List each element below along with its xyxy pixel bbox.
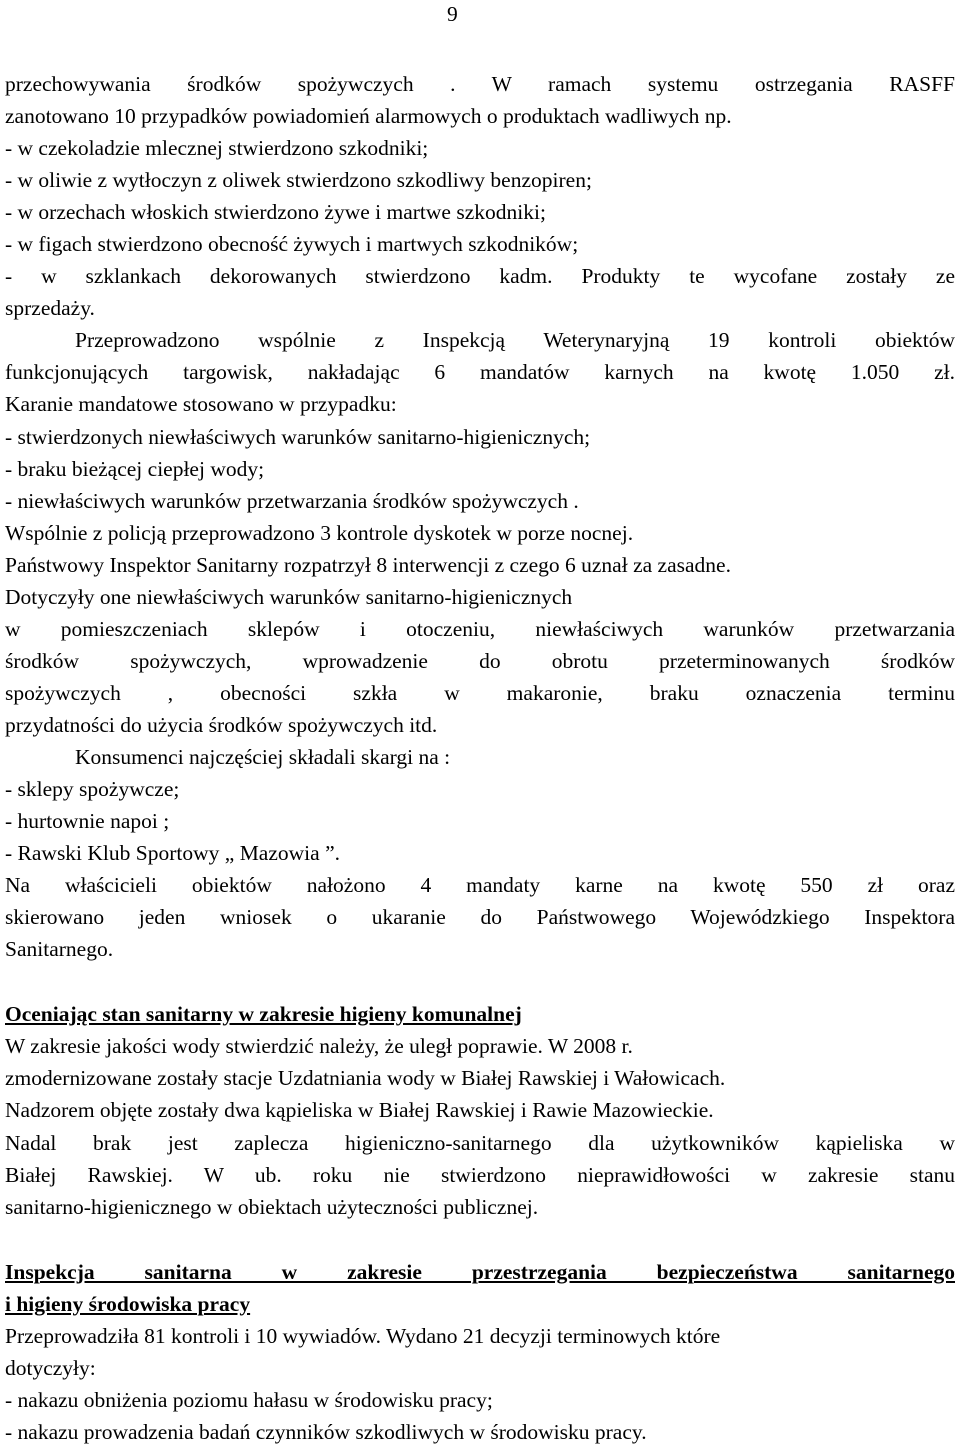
text-line: Karanie mandatowe stosowano w przypadku: <box>5 392 397 417</box>
text-line: W zakresie jakości wody stwierdzić należy, że uległ poprawie. W 2008 r. <box>5 1034 633 1059</box>
text-line: przydatności do użycia środków spożywczych itd. <box>5 712 438 737</box>
section-heading-line: Inspekcja sanitarna w zakresie przestrzegania bezpieczeństwa sanitarnego <box>5 1259 955 1284</box>
section-heading-line: Oceniając stan sanitarny w zakresie higieny komunalnej <box>5 1002 522 1027</box>
text-line: dotyczyły: <box>5 1355 96 1380</box>
text-line: sanitarno-higienicznego w obiektach użyteczności publicznej. <box>5 1194 539 1219</box>
text-line: skierowano jeden wniosek o ukaranie do Państwowego Wojewódzkiego Inspektora <box>5 905 955 930</box>
text-line: - w czekoladzie mlecznej stwierdzono szkodniki; <box>5 136 429 161</box>
page-number: 9 <box>447 2 458 26</box>
text-line: funkcjonujących targowisk, nakładając 6 mandatów karnych na kwotę 1.050 zł. <box>5 360 955 385</box>
text-line: - w oliwie z wytłoczyn z oliwek stwierdzono szkodliwy benzopiren; <box>5 168 592 193</box>
text-line: Wspólnie z policją przeprowadzono 3 kontrole dyskotek w porze nocnej. <box>5 520 634 545</box>
text-line: środków spożywczych, wprowadzenie do obrotu przeterminowanych środków <box>5 648 955 673</box>
section-heading-line: i higieny środowiska pracy <box>5 1291 251 1316</box>
text-line: Przeprowadzono wspólnie z Inspekcją Weterynaryjną 19 kontroli obiektów <box>75 328 955 353</box>
text-line: - nakazu prowadzenia badań czynników szkodliwych w środowisku pracy. <box>5 1419 647 1444</box>
text-line: - w orzechach włoskich stwierdzono żywe i martwe szkodniki; <box>5 200 546 225</box>
text-line: Nadal brak jest zaplecza higieniczno-sanitarnego dla użytkowników kąpieliska w <box>5 1130 955 1155</box>
text-line: - w szklankach dekorowanych stwierdzono kadm. Produkty te wycofane zostały ze <box>5 264 955 289</box>
text-line: Dotyczyły one niewłaściwych warunków sanitarno-higienicznych <box>5 584 573 609</box>
text-line: Sanitarnego. <box>5 937 114 962</box>
text-line: Nadzorem objęte zostały dwa kąpieliska w Białej Rawskiej i Rawie Mazowieckie. <box>5 1098 714 1123</box>
text-line: - hurtownie napoi ; <box>5 809 170 834</box>
text-line: zmodernizowane zostały stacje Uzdatniania wody w Białej Rawskiej i Wałowicach. <box>5 1066 726 1091</box>
text-line: - stwierdzonych niewłaściwych warunków sanitarno-higienicznych; <box>5 424 591 449</box>
paragraph-gap <box>5 1223 955 1256</box>
text-line: - niewłaściwych warunków przetwarzania środków spożywczych . <box>5 488 579 513</box>
text-line: - Rawski Klub Sportowy „ Mazowia ”. <box>5 841 340 866</box>
text-line: spożywczych , obecności szkła w makaronie, braku oznaczenia terminu <box>5 680 955 705</box>
text-line: Na właścicieli obiektów nałożono 4 mandaty karne na kwotę 550 zł oraz <box>5 873 955 898</box>
text-line: Państwowy Inspektor Sanitarny rozpatrzył 8 interwencji z czego 6 uznał za zasadne. <box>5 552 731 577</box>
text-line: - w figach stwierdzono obecność żywych i martwych szkodników; <box>5 232 579 257</box>
text-line: - braku bieżącej ciepłej wody; <box>5 456 265 481</box>
text-line: zanotowano 10 przypadków powiadomień alarmowych o produktach wadliwych np. <box>5 104 732 129</box>
text-line: Przeprowadziła 81 kontroli i 10 wywiadów. Wydano 21 decyzji terminowych które <box>5 1323 721 1348</box>
text-line: przechowywania środków spożywczych . W ramach systemu ostrzegania RASFF <box>5 72 955 96</box>
text-line: - nakazu obniżenia poziomu hałasu w środowisku pracy; <box>5 1387 493 1412</box>
text-line: Białej Rawskiej. W ub. roku nie stwierdzono nieprawidłowości w zakresie stanu <box>5 1162 955 1187</box>
text-line: - sklepy spożywcze; <box>5 777 180 802</box>
text-line: w pomieszczeniach sklepów i otoczeniu, niewłaściwych warunków przetwarzania <box>5 616 955 641</box>
paragraph-gap <box>5 965 955 998</box>
document-body <box>5 68 955 1448</box>
text-line: sprzedaży. <box>5 296 95 321</box>
text-line: Konsumenci najczęściej składali skargi na : <box>75 744 451 769</box>
